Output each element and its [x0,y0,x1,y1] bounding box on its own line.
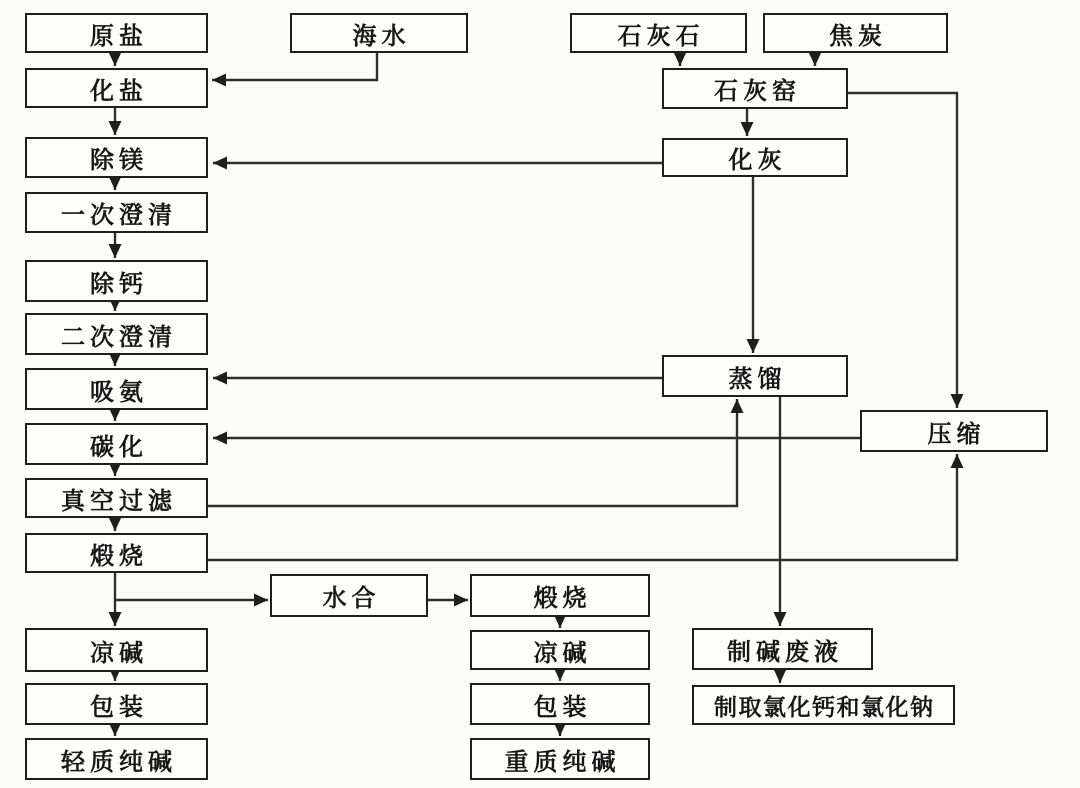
node-packaging-mid: 包装 [470,683,650,725]
node-remove-calcium: 除钙 [25,260,208,302]
node-first-clarify: 一次澄清 [25,192,208,233]
edge-seawater-dissolve [212,53,377,80]
node-packaging-left: 包装 [25,683,208,725]
node-light-soda-ash: 轻质纯碱 [25,738,208,780]
node-seawater: 海水 [290,13,468,53]
node-soda-waste-liquid: 制碱废液 [692,628,873,670]
node-absorb-ammonia: 吸氨 [25,368,208,410]
node-dissolve-salt: 化盐 [25,68,208,108]
node-limestone: 石灰石 [570,13,747,53]
node-vacuum-filter: 真空过滤 [25,478,208,518]
node-calcination-mid: 煅烧 [470,574,650,617]
edge-vacuum-distillation [208,399,737,506]
node-calcination-left: 煅烧 [25,533,208,573]
node-distillation: 蒸馏 [662,355,848,397]
node-cool-alkali-mid: 凉碱 [470,630,650,670]
node-carbonation: 碳化 [25,423,208,465]
node-extract-chlorides: 制取氯化钙和氯化钠 [692,685,955,725]
node-second-clarify: 二次澄清 [25,313,208,355]
node-remove-magnesium: 除镁 [25,137,208,178]
node-raw-salt: 原盐 [25,13,208,53]
node-lime-kiln: 石灰窑 [662,68,848,109]
node-slake-lime: 化灰 [662,138,848,177]
node-hydration: 水合 [270,574,428,617]
node-coke: 焦炭 [763,13,948,53]
node-cool-alkali-left: 凉碱 [25,628,208,672]
edge-kiln-compression [848,93,957,408]
node-compression: 压缩 [860,410,1048,452]
node-heavy-soda-ash: 重质纯碱 [470,738,650,780]
